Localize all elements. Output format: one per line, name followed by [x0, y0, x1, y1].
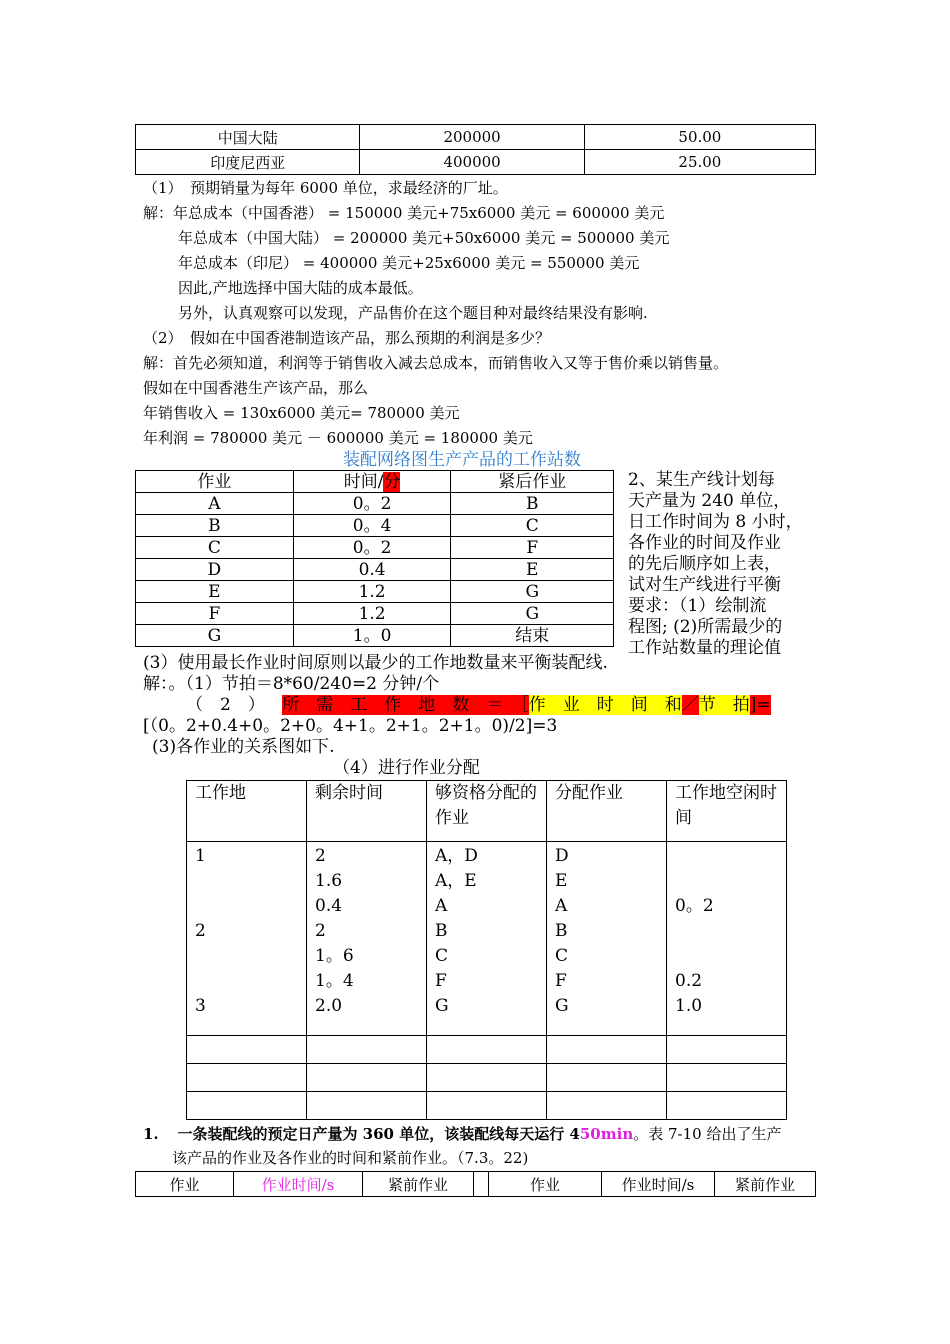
- table-cell: 0。2: [293, 493, 451, 515]
- table-cell: E: [451, 559, 614, 581]
- part3-line: (3)各作业的关系图如下.: [152, 737, 335, 757]
- cell-line: A: [555, 896, 568, 916]
- eligible-column: [427, 842, 547, 1036]
- table-cell: C: [451, 515, 614, 537]
- cell-line: A，E: [435, 871, 477, 891]
- cell-line: 1。4: [315, 971, 354, 991]
- cell-line: 1.6: [315, 871, 343, 891]
- problem-description: [628, 470, 806, 659]
- table-cell: [547, 1092, 667, 1120]
- q2-solution-line: 假如在中国香港生产该产品，那么: [143, 379, 369, 397]
- cell-line: C: [435, 946, 449, 966]
- table-row: [187, 1064, 787, 1092]
- table-row: [136, 603, 614, 625]
- cell-line: [675, 869, 778, 894]
- highlight-red: ／: [681, 695, 699, 715]
- table-row: [136, 537, 614, 559]
- table-cell: E: [136, 581, 294, 603]
- text-line: 2、某生产线计划每: [628, 470, 775, 490]
- header-cell: 作业: [489, 1172, 602, 1197]
- header-cell: 剩余时间: [307, 781, 427, 842]
- location-cost-table: [135, 124, 816, 175]
- header-cell: 作业: [136, 1172, 234, 1197]
- table-row: [136, 559, 614, 581]
- cell-line: [195, 969, 298, 994]
- header-cell: 紧前作业: [715, 1172, 816, 1197]
- table-cell: B: [136, 515, 294, 537]
- table-row: [136, 150, 816, 175]
- table-row: [187, 1092, 787, 1120]
- q1-question: （1） 预期销量为每年 6000 单位，求最经济的厂址。: [143, 179, 508, 197]
- cell-line: A: [435, 896, 448, 916]
- cell-line: [195, 944, 298, 969]
- table-cell: [547, 1064, 667, 1092]
- cell-line: A，D: [435, 846, 478, 866]
- cell-line: G: [555, 996, 569, 1016]
- cell-line: F: [435, 971, 447, 991]
- cell-line: 1: [195, 846, 206, 866]
- table-cell: 印度尼西亚: [136, 150, 360, 175]
- table-cell: [547, 1036, 667, 1064]
- text-line: 程图; (2)所需最少的: [628, 617, 783, 637]
- text-line: 试对生产线进行平衡: [628, 575, 781, 595]
- text-line: 的先后顺序如上表，: [628, 554, 781, 574]
- text-line: 天产量为 240 单位，: [628, 491, 791, 511]
- job-time-table: [135, 470, 614, 647]
- cell-line: 1.0: [675, 996, 703, 1016]
- header-cell: [293, 471, 451, 493]
- cell-line: 0.2: [675, 971, 703, 991]
- q4-line: [143, 1124, 781, 1144]
- table-cell: [307, 1092, 427, 1120]
- text-line: 日工作时间为 8 小时，: [628, 512, 803, 532]
- cell-line: 2: [195, 921, 206, 941]
- header-cell: 作业时间/s: [602, 1172, 715, 1197]
- time-unit-highlight: 分: [383, 471, 401, 492]
- table-cell: 400000: [360, 150, 584, 175]
- remaining-column: [307, 842, 427, 1036]
- table-cell: 50.00: [584, 125, 815, 150]
- cell-line: [675, 944, 778, 969]
- job-table-header: [135, 1171, 816, 1197]
- header-cell: 紧后作业: [451, 471, 614, 493]
- cell-line: 1。6: [315, 946, 354, 966]
- table-row: [187, 1036, 787, 1064]
- part3-line: （4）进行作业分配: [333, 758, 480, 778]
- cell-line: B: [435, 921, 448, 941]
- cell-line: 0.4: [315, 896, 343, 916]
- cell-line: [195, 894, 298, 919]
- q4-pink-text: 50min: [579, 1125, 634, 1143]
- table-cell: G: [451, 581, 614, 603]
- assignment-table: [186, 780, 787, 1120]
- time-label: 时间/: [343, 471, 384, 492]
- header-cell: 够资格分配的作业: [427, 781, 547, 842]
- q1-solution-line: 另外，认真观察可以发现，产品售价在这个题目种对最终结果没有影响.: [178, 304, 648, 322]
- station-column: [187, 842, 307, 1036]
- q1-solution-line: 因此,产地选择中国大陆的成本最低。: [178, 279, 423, 297]
- table-cell: [187, 1092, 307, 1120]
- table-cell: F: [451, 537, 614, 559]
- q1-solution-line: 解：年总成本（中国香港） = 150000 美元+75x6000 美元 = 600000 美元: [143, 204, 665, 222]
- cell-line: E: [555, 871, 568, 891]
- table-row: [136, 493, 614, 515]
- table-cell: [187, 1036, 307, 1064]
- q4-line2: 该产品的作业及各作业的时间和紧前作业。（7.3。22): [172, 1149, 529, 1167]
- highlight-yellow: 作 业 时 间 和: [528, 695, 682, 715]
- q2-question: （2） 假如在中国香港制造该产品，那么预期的利润是多少？: [143, 329, 551, 347]
- q2-solution-line: 解：首先必须知道，利润等于销售收入减去总成本，而销售收入又等于售价乘以销售量。: [143, 354, 729, 372]
- table-cell: [427, 1064, 547, 1092]
- table-cell: [307, 1064, 427, 1092]
- cell-line: B: [555, 921, 568, 941]
- table-cell: B: [451, 493, 614, 515]
- list-number: 1.: [143, 1125, 159, 1143]
- assigned-column: [547, 842, 667, 1036]
- cell-line: D: [555, 846, 569, 866]
- table-cell: 1。0: [293, 625, 451, 647]
- cell-line: 0。2: [675, 896, 714, 916]
- part3-line: 解：。（1）节拍＝8*60/240=2 分钟/个: [143, 674, 440, 694]
- highlight-red: ]=: [749, 695, 771, 715]
- cell-line: 2.0: [315, 996, 343, 1016]
- q1-solution-line: 年总成本（印尼） = 400000 美元+25x6000 美元 = 550000 美元: [178, 254, 640, 272]
- text-line: 工作站数量的理论值: [628, 638, 781, 658]
- text-line: 各作业的时间及作业: [628, 533, 781, 553]
- table-row: [136, 625, 614, 647]
- table-cell: 结束: [451, 625, 614, 647]
- header-cell: 紧前作业: [363, 1172, 474, 1197]
- table-cell: 0。4: [293, 515, 451, 537]
- cell-line: 3: [195, 996, 206, 1016]
- highlight-yellow: 节 拍: [698, 695, 750, 715]
- table-cell: 0.4: [293, 559, 451, 581]
- q2-solution-line: 年利润 = 780000 美元 － 600000 美元 = 180000 美元: [143, 429, 533, 447]
- table-cell: 25.00: [584, 150, 815, 175]
- table-cell: [187, 1064, 307, 1092]
- header-cell: 作业时间/s: [234, 1172, 363, 1197]
- table-cell: [307, 1036, 427, 1064]
- table-cell: 1.2: [293, 603, 451, 625]
- table-cell: C: [136, 537, 294, 559]
- table-cell: G: [136, 625, 294, 647]
- table-cell: [427, 1036, 547, 1064]
- table-header-row: [187, 781, 787, 842]
- table-row: [136, 125, 816, 150]
- q4-rest-text: 。表 7-10 给出了生产: [633, 1125, 782, 1143]
- cell-line: G: [435, 996, 449, 1016]
- cell-line: [675, 919, 778, 944]
- table-row: [187, 842, 787, 1036]
- table2-title: 装配网络图生产产品的工作站数: [343, 450, 581, 470]
- cell-line: F: [555, 971, 567, 991]
- table-header-row: [136, 1172, 816, 1197]
- header-cell: 分配作业: [547, 781, 667, 842]
- table-cell: 中国大陆: [136, 125, 360, 150]
- cell-line: 2: [315, 921, 326, 941]
- table-cell: F: [136, 603, 294, 625]
- table-row: [136, 515, 614, 537]
- header-cell: [474, 1172, 489, 1197]
- table-cell: 0。2: [293, 537, 451, 559]
- header-cell: 工作地空闲时间: [667, 781, 787, 842]
- cell-line: 2: [315, 846, 326, 866]
- formula-prefix: （ 2 ）: [186, 695, 265, 715]
- text-line: 要求：（1）绘制流: [628, 596, 767, 616]
- table-cell: G: [451, 603, 614, 625]
- table-cell: D: [136, 559, 294, 581]
- q1-solution-line: 年总成本（中国大陆） = 200000 美元+50x6000 美元 = 500000 美元: [178, 229, 670, 247]
- header-cell: 作业: [136, 471, 294, 493]
- table-cell: 1.2: [293, 581, 451, 603]
- q2-solution-line: 年销售收入 = 130x6000 美元= 780000 美元: [143, 404, 460, 422]
- part3-line: (3）使用最长作业时间原则以最少的工作地数量来平衡装配线.: [143, 653, 608, 673]
- part3-formula: [186, 695, 771, 715]
- table-cell: [667, 1036, 787, 1064]
- table-cell: [427, 1092, 547, 1120]
- q4-bold-text: 一条装配线的预定日产量为 360 单位，该装配线每天运行 4: [177, 1125, 580, 1143]
- table-cell: 200000: [360, 125, 584, 150]
- header-cell: 工作地: [187, 781, 307, 842]
- table-header-row: [136, 471, 614, 493]
- idle-column: [667, 842, 787, 1036]
- table-cell: [667, 1064, 787, 1092]
- cell-line: [675, 844, 778, 869]
- highlight-red: 所 需 工 作 地 数 ＝ ［: [282, 695, 529, 715]
- cell-line: C: [555, 946, 569, 966]
- cell-line: [195, 869, 298, 894]
- table-row: [136, 581, 614, 603]
- part3-line: [（0。2+0.4+0。2+0。4+1。2+1。2+1。0)/2]=3: [143, 716, 558, 736]
- table-cell: [667, 1092, 787, 1120]
- table-cell: A: [136, 493, 294, 515]
